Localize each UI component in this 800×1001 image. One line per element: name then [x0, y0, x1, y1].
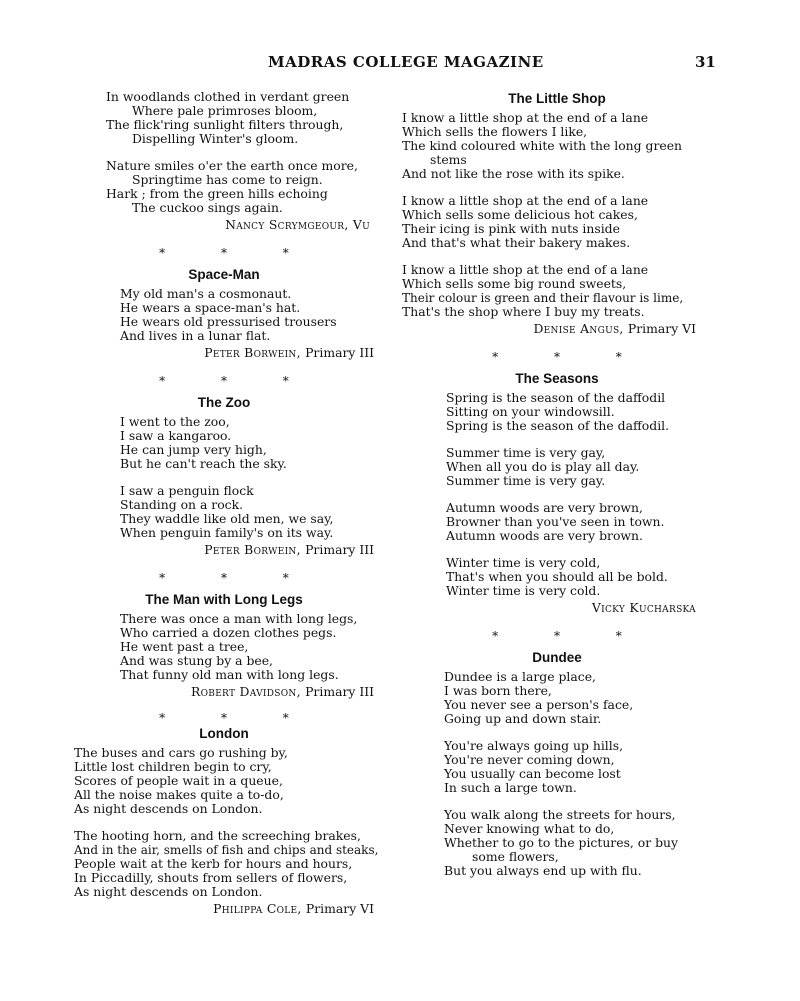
poem-line: The flick'ring sunlight filters through,: [106, 117, 344, 132]
poem-dundee: [402, 651, 712, 878]
poem-line: Summer time is very gay.: [446, 473, 606, 488]
poem-title: The Man with Long Legs: [145, 592, 303, 607]
poem-line: The hooting horn, and the screeching brakes,: [74, 828, 361, 843]
magazine-title: MADRAS COLLEGE MAGAZINE: [268, 53, 544, 71]
poem-line: And was stung by a bee,: [120, 653, 273, 668]
author-credit: Vicky Kucharska: [591, 600, 696, 615]
poem-line: In such a large town.: [444, 780, 577, 795]
author-form: Primary III: [305, 345, 374, 360]
poem-line: You walk along the streets for hours,: [444, 807, 676, 822]
page-header: [0, 53, 800, 75]
poem-line: There was once a man with long legs,: [120, 611, 358, 626]
poem-line: Winter time is very cold.: [446, 583, 601, 598]
poem-line: Autumn woods are very brown,: [446, 500, 643, 515]
poem-line: Dundee is a large place,: [444, 669, 596, 684]
poem-title: The Seasons: [515, 371, 599, 386]
poem-title: The Zoo: [197, 395, 251, 410]
section-divider: * * *: [159, 374, 315, 388]
poem-line: And not like the rose with its spike.: [402, 166, 625, 181]
poem-line: He wears old pressurised trousers: [120, 314, 337, 329]
author-credit: [74, 685, 374, 699]
poem-london: [74, 726, 379, 916]
poem-line: But he can't reach the sky.: [120, 456, 287, 471]
poem-line: Whether to go to the pictures, or buy: [444, 835, 679, 850]
poem-the-seasons: [402, 372, 712, 615]
poem-line: Sitting on your windowsill.: [446, 404, 615, 419]
poem-line: The cuckoo sings again.: [132, 200, 283, 215]
poem-line: Their colour is green and their flavour is lime,: [402, 291, 684, 305]
poem-line: He went past a tree,: [120, 639, 249, 654]
poem-line: The buses and cars go rushing by,: [74, 745, 288, 760]
author-credit: Nancy Scrymgeour, Vu: [225, 217, 370, 232]
poem-line: I know a little shop at the end of a lane: [402, 110, 649, 125]
poem-line: People wait at the kerb for hours and hours,: [74, 856, 353, 871]
poem-line: some flowers,: [472, 849, 559, 864]
poem-line: I went to the zoo,: [120, 414, 230, 429]
author-credit: [74, 902, 374, 916]
poem-line: Standing on a rock.: [120, 497, 244, 512]
poem-line: All the noise makes quite a to-do,: [74, 787, 284, 802]
author-name: Peter Borwein,: [204, 542, 301, 557]
author-form: Primary III: [305, 542, 374, 557]
section-divider: * * *: [492, 350, 648, 364]
poem-line: I was born there,: [444, 683, 552, 698]
poem-line: Scores of people wait in a queue,: [74, 773, 283, 788]
poem-line: You're always going up hills,: [444, 738, 624, 753]
poem-line: That's the shop where I buy my treats.: [402, 304, 645, 319]
poem-line: He wears a space-man's hat.: [120, 300, 301, 315]
poem-line: Little lost children begin to cry,: [74, 759, 272, 774]
poem-line: You usually can become lost: [444, 766, 621, 781]
poem-title: The Little Shop: [508, 91, 606, 106]
poem-line: When penguin family's on its way.: [120, 525, 334, 540]
poem-line: Never knowing what to do,: [444, 821, 615, 836]
poem-little-shop: [402, 92, 712, 336]
poem-line: Which sells some delicious hot cakes,: [402, 207, 638, 222]
poem-title: Dundee: [532, 650, 582, 665]
section-divider: * * *: [159, 711, 315, 725]
author-name: Denise Angus,: [533, 321, 624, 336]
author-form: Primary III: [305, 684, 374, 699]
poem-line: I know a little shop at the end of a lane: [402, 262, 649, 277]
poem-line: Spring is the season of the daffodil.: [446, 418, 670, 433]
poem-line: And in the air, smells of fish and chips and steaks,: [74, 843, 379, 857]
poem-line: Who carried a dozen clothes pegs.: [120, 625, 337, 640]
author-credit: [402, 322, 712, 336]
poem-line: I know a little shop at the end of a lane: [402, 193, 649, 208]
section-divider: * * *: [492, 629, 648, 643]
poem-line: And that's what their bakery makes.: [402, 235, 631, 250]
poem-line: He can jump very high,: [120, 442, 267, 457]
right-column: [402, 90, 712, 878]
poem-line: That funny old man with long legs.: [120, 667, 339, 682]
poem-line: I saw a kangaroo.: [120, 428, 232, 443]
poem-line: Where pale primroses bloom,: [132, 103, 318, 118]
poem-line: Which sells some big round sweets,: [402, 276, 627, 291]
poem-line: Nature smiles o'er the earth once more,: [106, 158, 358, 173]
poem-line: But you always end up with flu.: [444, 863, 642, 878]
poem-man-with-long-legs: [74, 593, 374, 699]
author-name: Robert Davidson,: [190, 684, 301, 699]
poem-line: Winter time is very cold,: [446, 555, 601, 570]
author-credit: [74, 543, 374, 557]
poem-line: In Piccadilly, shouts from sellers of flowers,: [74, 870, 348, 885]
section-divider: * * *: [159, 571, 315, 585]
poem-line: They waddle like old men, we say,: [120, 511, 334, 526]
author-name: Philippa Cole,: [213, 901, 302, 916]
poem-line: When all you do is play all day.: [446, 459, 640, 474]
poem-line: And lives in a lunar flat.: [120, 328, 271, 343]
author-form: Primary VI: [305, 901, 374, 916]
poem-line: Springtime has come to reign.: [132, 172, 323, 187]
page-number: 31: [695, 53, 716, 71]
author-name: Peter Borwein,: [204, 345, 301, 360]
poem-the-zoo: [74, 396, 374, 557]
poem-space-man: [74, 268, 374, 360]
poem-line: Their icing is pink with nuts inside: [402, 221, 620, 236]
section-divider: * * *: [159, 246, 315, 260]
poem-line: Which sells the flowers I like,: [402, 124, 588, 139]
author-credit: [74, 346, 374, 360]
poem-line: Browner than you've seen in town.: [446, 514, 665, 529]
poem-line: That's when you should all be bold.: [446, 569, 668, 584]
poem-title: London: [199, 726, 249, 741]
poem-line: My old man's a cosmonaut.: [120, 286, 292, 301]
poem-line: You're never coming down,: [444, 752, 615, 767]
poem-line: As night descends on London.: [74, 884, 263, 899]
author-form: Primary VI: [627, 321, 696, 336]
poem-line: Going up and down stair.: [444, 711, 602, 726]
left-column: [74, 89, 379, 916]
poem-title: Space-Man: [188, 267, 260, 282]
poem-line: As night descends on London.: [74, 801, 263, 816]
poem-line: stems: [430, 152, 467, 167]
poem-line: In woodlands clothed in verdant green: [106, 89, 350, 104]
poem-line: I saw a penguin flock: [120, 483, 254, 498]
poem-line: The kind coloured white with the long green: [402, 138, 683, 153]
poem-line: Spring is the season of the daffodil: [446, 390, 666, 405]
poem-spring: [74, 90, 374, 232]
poem-line: Hark ; from the green hills echoing: [106, 186, 328, 201]
poem-line: Dispelling Winter's gloom.: [132, 131, 299, 146]
poem-line: Autumn woods are very brown.: [446, 528, 643, 543]
poem-line: Summer time is very gay,: [446, 445, 606, 460]
poem-line: You never see a person's face,: [444, 697, 634, 712]
